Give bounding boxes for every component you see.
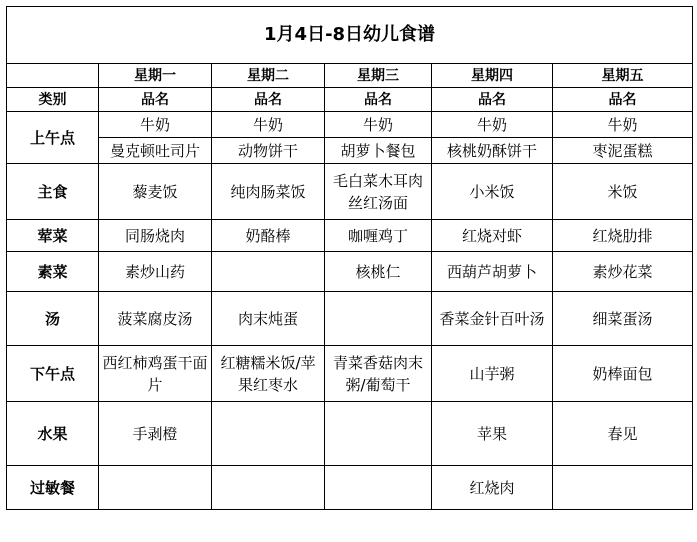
menu-cell xyxy=(212,402,325,466)
menu-cell: 核桃奶酥饼干 xyxy=(432,138,553,164)
menu-cell xyxy=(553,466,693,510)
menu-cell: 米饭 xyxy=(553,164,693,220)
item-header: 品名 xyxy=(553,88,693,112)
category-cell: 上午点 xyxy=(7,112,99,164)
menu-cell: 牛奶 xyxy=(432,112,553,138)
item-header: 品名 xyxy=(212,88,325,112)
day-header: 星期二 xyxy=(212,64,325,88)
menu-cell: 手剥橙 xyxy=(99,402,212,466)
category-cell: 水果 xyxy=(7,402,99,466)
table-row xyxy=(7,466,693,510)
menu-cell: 肉末炖蛋 xyxy=(212,292,325,346)
category-cell: 荤菜 xyxy=(7,220,99,252)
category-cell: 素菜 xyxy=(7,252,99,292)
menu-cell: 毛白菜木耳肉丝红汤面 xyxy=(325,164,432,220)
menu-cell: 核桃仁 xyxy=(325,252,432,292)
menu-cell: 牛奶 xyxy=(99,112,212,138)
menu-cell: 动物饼干 xyxy=(212,138,325,164)
menu-cell xyxy=(212,466,325,510)
menu-cell: 细菜蛋汤 xyxy=(553,292,693,346)
menu-cell: 藜麦饭 xyxy=(99,164,212,220)
menu-cell xyxy=(99,466,212,510)
menu-cell: 纯肉肠菜饭 xyxy=(212,164,325,220)
menu-cell: 红烧肉 xyxy=(432,466,553,510)
menu-cell: 素炒山药 xyxy=(99,252,212,292)
header-blank xyxy=(7,64,99,88)
item-header: 品名 xyxy=(432,88,553,112)
menu-cell: 同肠烧肉 xyxy=(99,220,212,252)
menu-cell xyxy=(325,466,432,510)
menu-cell: 胡萝卜餐包 xyxy=(325,138,432,164)
menu-cell: 春见 xyxy=(553,402,693,466)
page-title: 1月4日-8日幼儿食谱 xyxy=(7,7,693,64)
menu-cell: 牛奶 xyxy=(212,112,325,138)
category-cell: 汤 xyxy=(7,292,99,346)
table-row xyxy=(7,138,693,164)
menu-cell: 枣泥蛋糕 xyxy=(553,138,693,164)
menu-cell: 咖喱鸡丁 xyxy=(325,220,432,252)
menu-cell: 红烧肋排 xyxy=(553,220,693,252)
menu-cell: 西葫芦胡萝卜 xyxy=(432,252,553,292)
menu-cell: 菠菜腐皮汤 xyxy=(99,292,212,346)
menu-cell: 奶酪棒 xyxy=(212,220,325,252)
menu-cell xyxy=(325,402,432,466)
table-row xyxy=(7,402,693,466)
menu-table xyxy=(6,6,693,510)
day-header-row xyxy=(7,64,693,88)
menu-cell xyxy=(325,292,432,346)
menu-cell: 奶棒面包 xyxy=(553,346,693,402)
day-header: 星期一 xyxy=(99,64,212,88)
menu-cell xyxy=(212,252,325,292)
table-row xyxy=(7,292,693,346)
item-header-row xyxy=(7,88,693,112)
menu-cell: 山芋粥 xyxy=(432,346,553,402)
item-header: 品名 xyxy=(99,88,212,112)
day-header: 星期五 xyxy=(553,64,693,88)
menu-cell: 素炒花菜 xyxy=(553,252,693,292)
menu-cell: 红烧对虾 xyxy=(432,220,553,252)
table-row xyxy=(7,112,693,138)
menu-cell: 香菜金针百叶汤 xyxy=(432,292,553,346)
table-row xyxy=(7,346,693,402)
category-cell: 主食 xyxy=(7,164,99,220)
menu-cell: 曼克顿吐司片 xyxy=(99,138,212,164)
menu-cell: 苹果 xyxy=(432,402,553,466)
menu-cell: 小米饭 xyxy=(432,164,553,220)
menu-cell: 牛奶 xyxy=(325,112,432,138)
day-header: 星期三 xyxy=(325,64,432,88)
menu-cell: 青菜香菇肉末粥/葡萄干 xyxy=(325,346,432,402)
table-row xyxy=(7,164,693,220)
table-row xyxy=(7,220,693,252)
table-row xyxy=(7,252,693,292)
category-cell: 下午点 xyxy=(7,346,99,402)
menu-cell: 西红柿鸡蛋干面片 xyxy=(99,346,212,402)
item-header: 品名 xyxy=(325,88,432,112)
category-cell: 过敏餐 xyxy=(7,466,99,510)
menu-cell: 牛奶 xyxy=(553,112,693,138)
menu-cell: 红糖糯米饭/苹果红枣水 xyxy=(212,346,325,402)
category-header: 类别 xyxy=(7,88,99,112)
day-header: 星期四 xyxy=(432,64,553,88)
